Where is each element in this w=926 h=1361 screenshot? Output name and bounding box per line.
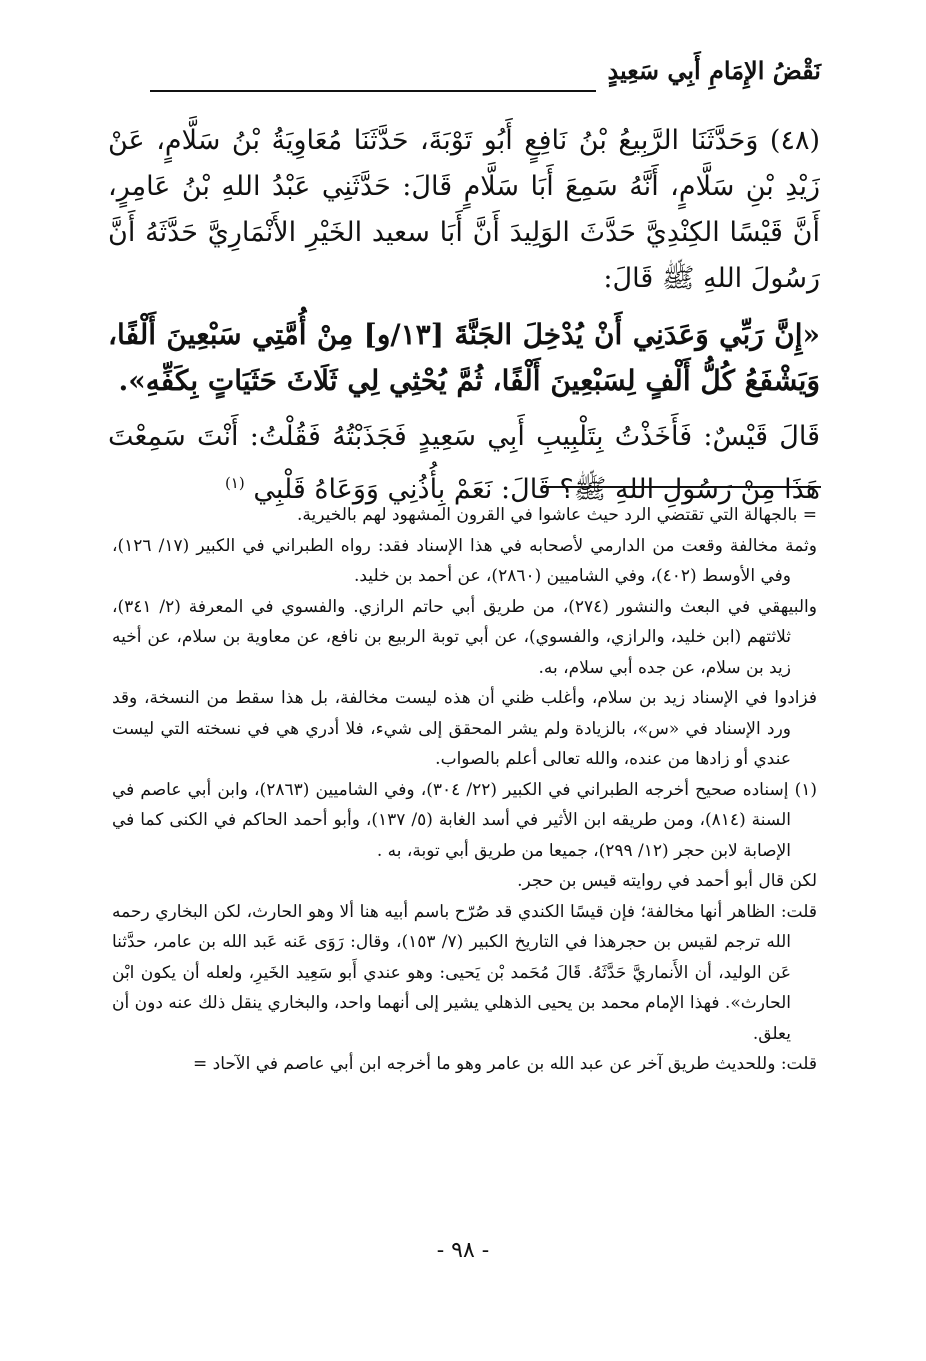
- footnotes: [112, 500, 817, 1080]
- footnote-line: وثمة مخالفة وقعت من الدارمي لأصحابه في هذا الإسناد فقد: رواه الطبراني في الكبير (١٧/ ١٢٦)، وفي الأوسط (٤٠٢)، وفي الشاميين (٢٨٦٠)، عن أحمد بن خليد.: [112, 535, 817, 586]
- footnote-line: قلت: وللحديث طريق آخر عن عبد الله بن عامر وهو ما أخرجه ابن أبي عاصم في الآحاد =: [192, 1054, 817, 1074]
- footnote-line: (١) إسناده صحيح أخرجه الطبراني في الكبير (٢٢/ ٣٠٤)، وفي الشاميين (٢٨٦٣)، وابن أبي عاصم في السنة (٨١٤)، ومن طريقه ابن الأثير في أسد الغابة (٥/ ١٣٧)، وأبو أحمد الحاكم في الكنى كما في الإصابة لابن حجر (١٢/ ٢٩٩)، جميعا من طريق أبي توبة، به .: [112, 779, 817, 861]
- page-number: - ٩٨ -: [436, 1238, 490, 1263]
- running-header: [150, 50, 821, 100]
- qays-text: قَالَ قَيْسٌ: فَأَخَذْتُ بِتَلْبِيبِ أَبِي سَعِيدٍ فَجَذَبْتُهُ فَقُلْتُ: أَنْتَ سَمِعْتَ هَذَا مِنْ رَسُولِ اللهِ ﷺ؟ قَالَ: نَعَمْ بِأُذُنِي وَوَعَاهُ قَلْبِي: [108, 421, 820, 505]
- matn-paragraph: «إِنَّ رَبِّي وَعَدَنِي أَنْ يُدْخِلَ الجَنَّةَ [١٣/و] مِنْ أُمَّتِي سَبْعِينَ أَلْفًا، وَيَشْفَعُ كُلُّ أَلْفٍ لِسَبْعِينَ أَلْفًا، ثُمَّ يُحْثِي لِي ثَلَاثَ حَثَيَاتٍ بِكَفِّهِ».: [108, 318, 821, 397]
- footnote-line: قلت: الظاهر أنها مخالفة؛ فإن قيسًا الكندي قد صُرّح باسم أبيه هنا ألا وهو الحارث، لكن البخاري رحمه الله ترجم لقيس بن حجرهذا في التاريخ الكبير (٧/ ١٥٣)، وقال: رَوَى عَنه عَبد الله بن عامر، حدَّثنا عَن الوليد، أن الأَنماريَّ حَدَّثَهُ. قَالَ مُحَمد بْن يَحيى: وهو عندي أَبو سَعِيد الخَيرِ، ولعله أن يكون ابْن الحارث». فهذا الإمام محمد بن يحيى الذهلي يشير إلى أنهما واحد، والبخاري ينقل ذلك عنه دون أن يعلق.: [112, 901, 817, 1044]
- footnote-line: فزادوا في الإسناد زيد بن سلام، وأغلب ظني أن هذه ليست مخالفة، بل هذا سقط من النسخة، وقد ورد الإسناد في «س»، بالزيادة ولم يشر المحقق إلى شيء، فلا أدري هي في نسخته التي ليست عندي أو زادها من عنده، والله تعالى أعلم بالصواب.: [112, 688, 817, 769]
- hadith-text: [108, 118, 820, 523]
- footnote-line: والبيهقي في البعث والنشور (٢٧٤)، من طريق أبي حاتم الرازي. والفسوي في المعرفة (٢/ ٣٤١)، ثلاثتهم (ابن خليد، والرازي، والفسوي)، عن أبي توبة الربيع بن نافع، عن معاوية بن سلام، عن أخيه زيد بن سلام، عن جده أبي سلام، به.: [112, 596, 817, 678]
- isnad-paragraph: (٤٨) وَحَدَّثَنَا الرَّبِيعُ بْنُ نَافِعٍ أَبُو تَوْبَةَ، حَدَّثَنَا مُعَاوِيَةُ بْنُ سَلَّامٍ، عَنْ زَيْدِ بْنِ سَلَّامٍ، أَنَّهُ سَمِعَ أَبَا سَلَّامٍ قَالَ: حَدَّثَنِي عَبْدُ اللهِ بْنُ عَامِرٍ، أَنَّ قَيْسًا الكِنْدِيَّ حَدَّثَ الوَلِيدَ أَنَّ أَبَا سعيد الخَيْرِ الأَنْمَارِيَّ حَدَّثَهُ أَنَّ رَسُولَ اللهِ ﷺ قَالَ:: [108, 125, 820, 294]
- qays-paragraph: [108, 414, 820, 513]
- footnote-line: = بالجهالة التي تقتضي الرد حيث عاشوا في القرون المشهود لهم بالخيرية.: [296, 505, 817, 525]
- header-rule: [150, 90, 596, 92]
- running-title: نَقْضُ الإِمَامِ أَبِي سَعِيدٍ: [607, 56, 821, 85]
- footnote-line: لكن قال أبو أحمد في روايته قيس بن حجر.: [517, 871, 817, 891]
- footnote-divider: [541, 486, 821, 488]
- footnote-marker[interactable]: (١): [224, 474, 245, 492]
